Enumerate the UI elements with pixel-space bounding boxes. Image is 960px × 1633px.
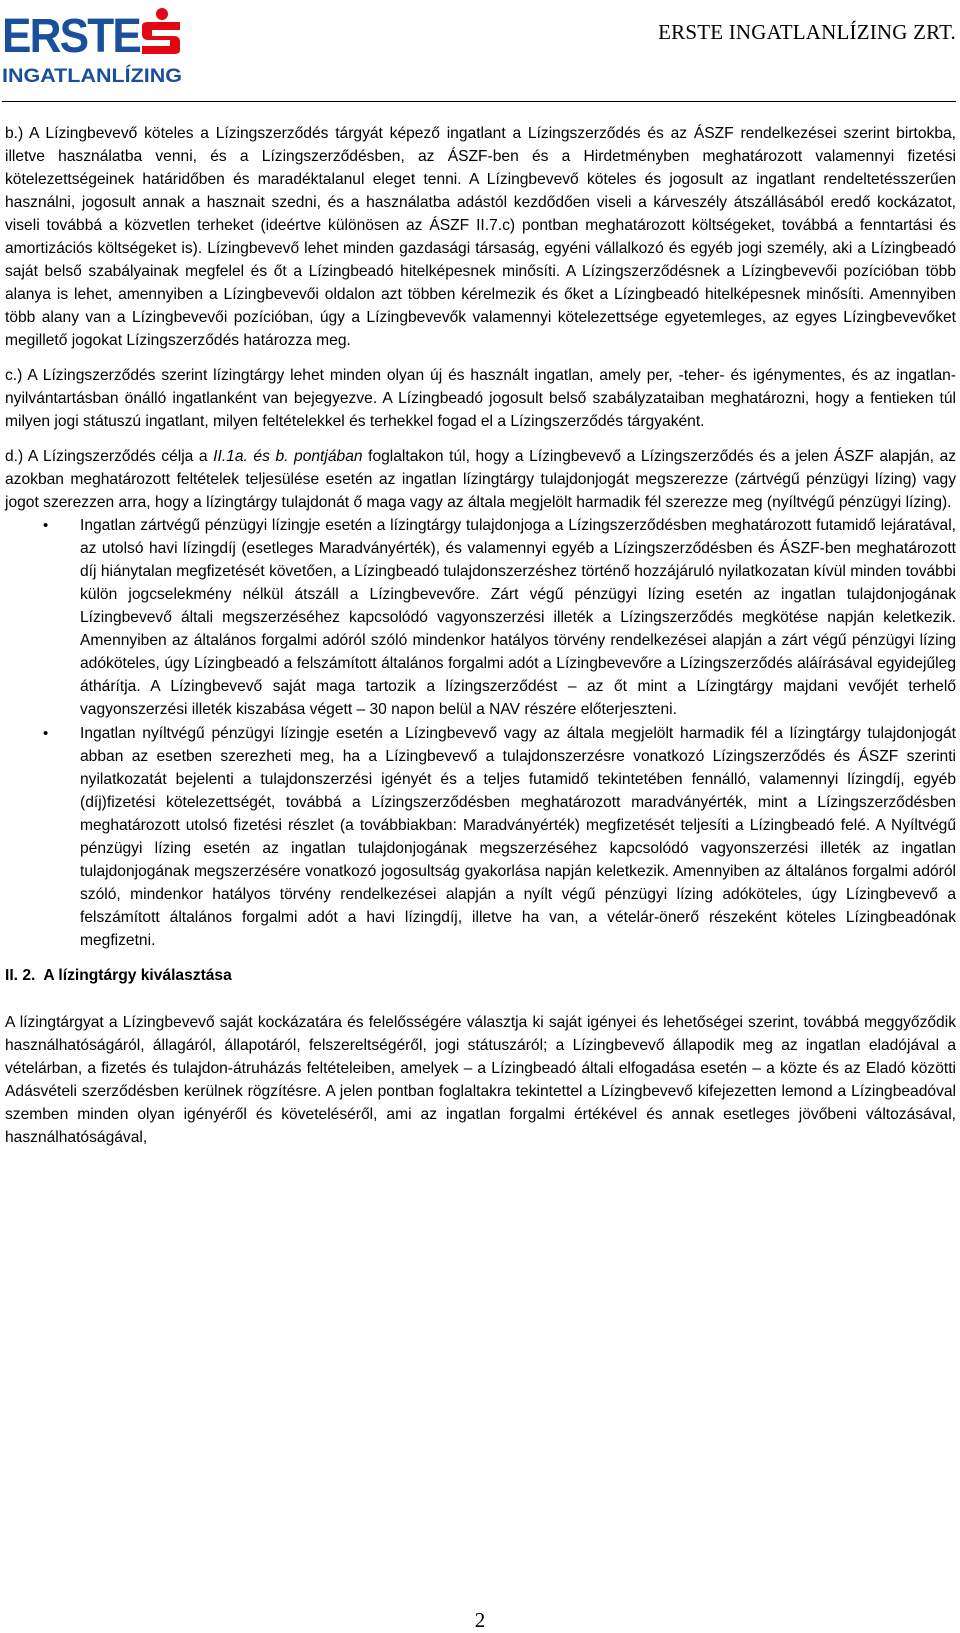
logo-word: ERSTE xyxy=(2,10,141,63)
paragraph-c: c.) A Lízingszerződés szerint lízingtárgy lehet minden olyan új és használt ingatlan, amely per, -teher- és igénymentes, és az ingatlan-nyilvántartásban önálló ingatlanként van bejegyezve. A Lízingbeadó jogosult belső szabályzataiban meghatározni, hogy a fentieken túl milyen jogi státuszú ingatlant, milyen feltételekkel és terhekkel fogad el a Lízingszerződés tárgyaként. xyxy=(5,367,956,430)
paragraph-b: b.) A Lízingbevevő köteles a Lízingszerződés tárgyát képező ingatlant a Lízingszerződés és az ÁSZF rendelkezései szerint birtokba, illetve használatba venni, és a Lízingszerződésben, az ÁSZF-ben és a Hirdetményben meghatározott valamennyi fizetési kötelezettségeinek határidőben és maradéktalanul eleget tenni. A Lízingbevevő köteles és jogosult az ingatlant rendeltetésszerűen használni, jogosult annak a hasznait szedni, és a használatba adástól kezdődően viseli a kárveszély átszállásából eredő kockázatot, viseli továbbá a közvetlen terheket (ideértve különösen az ÁSZF II.7.c) pontban meghatározott költségeket, továbbá a fenntartási és amortizációs költségeket is). Lízingbevevő lehet minden gazdasági társaság, egyéni vállalkozó és egyéb jogi személy, aki a Lízingbeadó saját belső szabályainak megfelel és őt a Lízingbeadó hitelképesnek minősíti. A Lízingszerződésnek a Lízingbevevői pozícióban több alanya is lehet, amennyiben a Lízingbevevői oldalon azt többen kérelmezik és őket a Lízingbeadó hitelképesnek minősíti. Amennyiben több alany van a Lízingbevevői pozícióban, úgy a Lízingbevevők valamennyi kötelezettsége egyetemleges, az egyes Lízingbevevőket megillető jogokat Lízingszerződés határozza meg. xyxy=(5,125,956,349)
list-item xyxy=(5,514,956,721)
document-body xyxy=(5,122,956,1161)
paragraph-d-reference: II.1a. és b. pontjában xyxy=(213,448,363,465)
bullet-icon: • xyxy=(43,517,49,534)
erste-logo xyxy=(2,6,184,90)
list-item-text: Ingatlan zártvégű pénzügyi lízingje esetén a lízingtárgy tulajdonjoga a Lízingszerződésben meghatározott futamidő lejáratával, az utolsó havi lízingdíj (esetleges Maradványérték), és valamennyi egyéb a Lízingszerződésben és ÁSZF-ben meghatározott díj hiánytalan megfizetését követően, a Lízingbeadó tulajdonszerzéshez történő hozzájáruló nyilatkozatan kívül minden további külön jogcselekmény nélkül átszáll a Lízingbevevőre. Zárt végű pénzügyi lízing esetén az ingatlan tulajdonjogának Lízingbevevő általi megszerzéséhez kapcsolódó vagyonszerzési illeték a Lízingszerződés megkötése napján keletkezik. Amennyiben az általános forgalmi adóról szóló mindenkor hatályos törvény rendelkezései alapján a zárt végű pénzügyi lízing adóköteles, úgy Lízingbeadó a felszámított általános forgalmi adót a Lízingbevevőre a Lízingszerződés aláírásával egyidejűleg áthárítja. A Lízingbevevő saját maga tartozik a lízingszerződést – az őt mint a Lízingtárgy majdani vevőjét terhelő vagyonszerzési illeték kiszabása végett – 30 napon belül a NAV részére előterjeszteni. xyxy=(80,517,956,718)
header-divider xyxy=(2,101,956,102)
erste-s-symbol-icon xyxy=(142,8,180,54)
paragraph-selection: A lízingtárgyat a Lízingbevevő saját kockázatára és felelősségére választja ki saját igényei és lehetőségei szerint, továbbá meggyőződik használhatóságáról, állagáról, állapotáról, felszereltségéről, jogi státuszáról; a Lízingbevevő állapodik meg az ingatlan eladójával a vételárban, a fizetés és tulajdon-átruházás feltételeiben, amelyek – a Lízingbeadó általi elfogadása esetén – a közte és az Eladó közötti Adásvételi szerződésben kerülnek rögzítésre. A jelen pontban foglaltakra tekintettel a Lízingbevevő kifejezetten lemond a Lízingbeadóval szemben minden olyan igényéről és követeléséről, ami az ingatlan forgalmi értékével és annak esetleges jövőbeni változásával, használhatóságával, xyxy=(5,1014,956,1146)
list-item-text: Ingatlan nyíltvégű pénzügyi lízingje esetén a Lízingbevevő vagy az általa megjelölt harmadik fél a lízingtárgy tulajdonjogát abban az esetben szerezheti meg, ha a Lízingbevevő a tulajdonszerzésre vonatkozó Lízingszerződés és ÁSZF szerinti nyilatkozatát bejelenti a tulajdonszerzési igényét és a teljes futamidő tekintetében fennálló, valamennyi lízingdíj, egyéb (díj)fizetési kötelezettségét, továbbá a Lízingszerződésben meghatározott maradványérték, mint a Lízingszerződésben meghatározott utolsó fizetési részlet (a továbbiakban: Maradványérték) megfizetését teljesíti a Lízingbeadó felé. A Nyíltvégű pénzügyi lízing esetén az ingatlan tulajdonjogának megszerzéséhez kapcsolódó vagyonszerzési illeték az ingatlan tulajdonjogának megszerzésére vonatkozó jogosultság gyakorlása napján keletkezik. Amennyiben az általános forgalmi adóról szóló, mindenkor hatályos törvény rendelkezései alapján a nyílt végű pénzügyi lízing adóköteles, úgy Lízingbevevő a felszámított általános forgalmi adót a havi lízingdíj, illetve ha van, a vételár-önerő részeként köteles Lízingbeadónak megfizetni. xyxy=(80,725,956,949)
paragraph-d xyxy=(5,445,956,514)
lease-type-list xyxy=(5,514,956,952)
page-header xyxy=(0,0,960,110)
company-name: ERSTE INGATLANLÍZING ZRT. xyxy=(658,20,956,44)
paragraph-d-lead: d.) A Lízingszerződés célja a xyxy=(5,448,214,465)
list-item xyxy=(5,722,956,952)
logo-subtitle: INGATLANLÍZING xyxy=(2,66,162,87)
bullet-icon: • xyxy=(43,725,49,742)
section-heading: II. 2. A lízingtárgy kiválasztása xyxy=(5,967,232,984)
page-number: 2 xyxy=(474,1608,486,1632)
paragraph-d-rest: foglaltakon túl, hogy a Lízingbevevő a Lízingszerződés és a jelen ÁSZF alapján, az azokban meghatározott feltételek teljesülése esetén az ingatlan lízingtárgy tulajdonjogát megszerezze (zártvégű pénzügyi lízing) vagy jogot szerezzen arra, hogy a lízingtárgy tulajdonát ő maga vagy az általa megjelölt harmadik fél szerezze meg (nyíltvégű pénzügyi lízing). xyxy=(5,448,956,511)
